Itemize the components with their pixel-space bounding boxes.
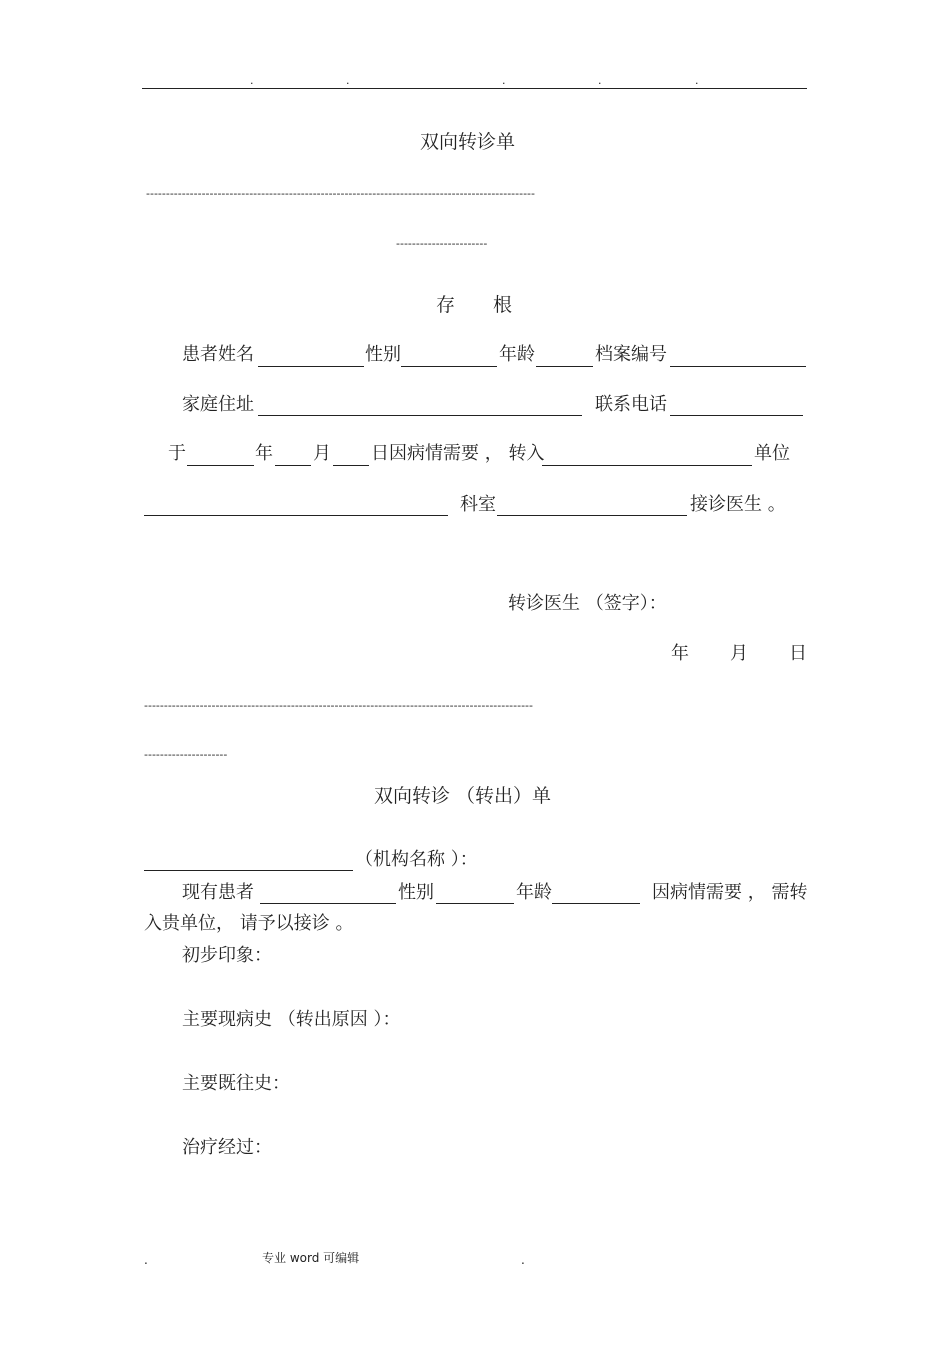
date-day-label: 日 — [789, 643, 807, 664]
transfer-unit-field[interactable] — [542, 465, 752, 466]
initial-impression-label: 初步印象： — [182, 945, 272, 966]
phone-label: 联系电话 — [595, 394, 667, 415]
patient-name-field[interactable] — [258, 366, 364, 367]
unit-label: 单位 — [754, 443, 790, 464]
treatment-label: 治疗经过： — [182, 1137, 272, 1158]
age-field[interactable] — [536, 366, 593, 367]
age-label: 年龄 — [499, 344, 535, 365]
date-month-label: 月 — [730, 643, 748, 664]
month-field[interactable] — [275, 465, 311, 466]
receiving-doctor-label: 接诊医生 。 — [690, 494, 786, 515]
dash-separator: -------------------------------------------------------------------------------------------------- — [144, 700, 533, 712]
header-rule — [142, 88, 807, 89]
header-dot: . — [695, 74, 699, 87]
referral-reason-text: 因病情需要 ， 需转 — [652, 882, 808, 903]
on-label: 于 — [168, 443, 186, 464]
referral-title: 双向转诊 （转出）单 — [374, 785, 552, 807]
document-title: 双向转诊单 — [420, 131, 516, 153]
year-label: 年 — [255, 443, 273, 464]
day-field[interactable] — [333, 465, 369, 466]
past-history-label: 主要既往史： — [182, 1073, 290, 1094]
dash-separator: -------------------------------------------------------------------------------------------------- — [146, 188, 535, 200]
referral-gender-field[interactable] — [436, 903, 514, 904]
reason-transfer-label: 日因病情需要 ， 转入 — [371, 443, 545, 464]
referral-age-field[interactable] — [552, 903, 640, 904]
unit-name-field[interactable] — [144, 515, 448, 516]
referral-gender-label: 性别 — [398, 882, 434, 903]
present-illness-label: 主要现病史 （转出原因 ）： — [182, 1009, 401, 1030]
referral-age-label: 年龄 — [516, 882, 552, 903]
department-field[interactable] — [497, 515, 687, 516]
patient-label: 现有患者 — [182, 882, 254, 903]
referring-doctor-signature: 转诊医生 （签字）： — [508, 593, 667, 614]
file-number-field[interactable] — [670, 366, 806, 367]
department-label: 科室 — [460, 494, 496, 515]
address-field[interactable] — [258, 415, 582, 416]
footer-dot: . — [521, 1253, 525, 1267]
stub-heading: 存 根 — [436, 294, 513, 316]
header-dot: . — [598, 74, 602, 87]
gender-label: 性别 — [365, 344, 401, 365]
phone-field[interactable] — [670, 415, 803, 416]
footer-text: 专业 word 可编辑 — [262, 1251, 360, 1265]
gender-field[interactable] — [401, 366, 497, 367]
header-dot: . — [346, 74, 350, 87]
header-dot: . — [502, 74, 506, 87]
patient-name-label: 患者姓名 — [182, 344, 254, 365]
institution-name-label: （机构名称 ）： — [355, 849, 478, 870]
dash-separator: ----------------------- — [396, 238, 488, 250]
referral-request-text: 入贵单位， 请予以接诊 。 — [144, 913, 354, 934]
address-label: 家庭住址 — [182, 394, 254, 415]
month-label: 月 — [313, 443, 331, 464]
institution-name-field[interactable] — [144, 870, 353, 871]
footer-dot: . — [144, 1253, 148, 1267]
year-field[interactable] — [187, 465, 254, 466]
header-dot: . — [250, 74, 254, 87]
date-year-label: 年 — [671, 643, 689, 664]
dash-separator: --------------------- — [144, 749, 228, 761]
referral-patient-field[interactable] — [260, 903, 396, 904]
file-number-label: 档案编号 — [595, 344, 667, 365]
